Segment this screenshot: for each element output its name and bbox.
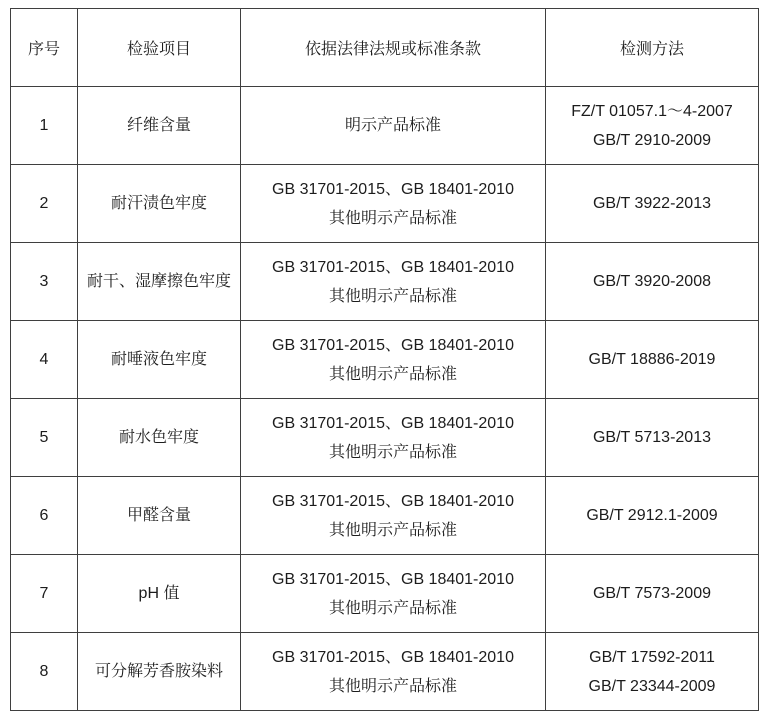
inspection-items-table [10, 8, 759, 711]
cell-test-method [546, 399, 759, 477]
cell-line: 1 [39, 117, 49, 134]
table-row [11, 633, 759, 711]
table-header-row [11, 9, 759, 87]
cell-line: 其他明示产品标准 [328, 443, 457, 461]
cell-legal-basis [241, 87, 546, 165]
cell-line: 7 [39, 585, 49, 602]
cell-legal-basis [241, 321, 546, 399]
cell-line: FZ/T 01057.1～4-2007 [571, 102, 733, 120]
cell-test-method [546, 555, 759, 633]
cell-line: 其他明示产品标准 [328, 209, 457, 227]
cell-line: GB 31701-2015、GB 18401-2010 [272, 570, 514, 588]
cell-line: 4 [39, 351, 49, 368]
cell-legal-basis [241, 477, 546, 555]
cell-line: 耐水色牢度 [118, 429, 199, 446]
cell-line: 耐汗渍色牢度 [110, 195, 207, 212]
cell-line: GB/T 2910-2009 [592, 131, 711, 149]
cell-serial-number [11, 633, 78, 711]
cell-legal-basis [241, 399, 546, 477]
cell-test-method [546, 243, 759, 321]
cell-inspection-item [78, 165, 241, 243]
cell-line: 6 [39, 507, 49, 524]
cell-inspection-item [78, 243, 241, 321]
cell-inspection-item [78, 633, 241, 711]
cell-inspection-item [78, 477, 241, 555]
cell-serial-number [11, 555, 78, 633]
cell-serial-number [11, 477, 78, 555]
cell-test-method [546, 87, 759, 165]
cell-line: GB 31701-2015、GB 18401-2010 [272, 648, 514, 666]
cell-serial-number [11, 321, 78, 399]
cell-line: 其他明示产品标准 [328, 677, 457, 695]
cell-line: GB/T 3922-2013 [592, 195, 711, 212]
cell-line: 甲醛含量 [126, 507, 191, 524]
cell-line: GB/T 18886-2019 [588, 351, 716, 368]
cell-test-method [546, 477, 759, 555]
table-row [11, 165, 759, 243]
header-serial-number: 序号 [11, 9, 78, 87]
cell-inspection-item [78, 555, 241, 633]
cell-inspection-item [78, 399, 241, 477]
cell-line: GB 31701-2015、GB 18401-2010 [272, 414, 514, 432]
cell-legal-basis [241, 165, 546, 243]
cell-line: 其他明示产品标准 [328, 365, 457, 383]
cell-test-method [546, 321, 759, 399]
cell-line: GB/T 7573-2009 [592, 585, 711, 602]
cell-line: 其他明示产品标准 [328, 287, 457, 305]
cell-test-method [546, 633, 759, 711]
cell-test-method [546, 165, 759, 243]
cell-serial-number [11, 243, 78, 321]
cell-line: 明示产品标准 [344, 117, 441, 134]
cell-legal-basis [241, 555, 546, 633]
cell-line: GB 31701-2015、GB 18401-2010 [272, 336, 514, 354]
cell-line: 耐干、湿摩擦色牢度 [86, 273, 231, 290]
cell-line: pH 值 [138, 585, 180, 602]
cell-line: 耐唾液色牢度 [110, 351, 207, 368]
header-inspection-item: 检验项目 [78, 9, 241, 87]
cell-inspection-item [78, 321, 241, 399]
header-legal-basis: 依据法律法规或标准条款 [241, 9, 546, 87]
cell-line: GB/T 17592-2011 [589, 648, 715, 666]
cell-line: GB/T 3920-2008 [592, 273, 711, 290]
cell-line: 8 [39, 663, 49, 680]
table-row [11, 555, 759, 633]
cell-line: 2 [39, 195, 49, 212]
cell-line: 其他明示产品标准 [328, 521, 457, 539]
table-body [11, 87, 759, 711]
cell-legal-basis [241, 633, 546, 711]
cell-inspection-item [78, 87, 241, 165]
cell-line: 5 [39, 429, 49, 446]
cell-line: GB 31701-2015、GB 18401-2010 [272, 180, 514, 198]
cell-line: 纤维含量 [126, 117, 191, 134]
table-row [11, 321, 759, 399]
header-test-method: 检测方法 [546, 9, 759, 87]
cell-line: GB/T 23344-2009 [588, 677, 716, 695]
cell-line: GB 31701-2015、GB 18401-2010 [272, 492, 514, 510]
cell-line: GB 31701-2015、GB 18401-2010 [272, 258, 514, 276]
cell-line: GB/T 5713-2013 [592, 429, 711, 446]
cell-serial-number [11, 399, 78, 477]
cell-serial-number [11, 165, 78, 243]
table-row [11, 477, 759, 555]
cell-line: 其他明示产品标准 [328, 599, 457, 617]
cell-serial-number [11, 87, 78, 165]
cell-line: 可分解芳香胺染料 [94, 663, 223, 680]
cell-legal-basis [241, 243, 546, 321]
table-row [11, 243, 759, 321]
table-row [11, 399, 759, 477]
table-row [11, 87, 759, 165]
cell-line: 3 [39, 273, 49, 290]
cell-line: GB/T 2912.1-2009 [586, 507, 718, 524]
